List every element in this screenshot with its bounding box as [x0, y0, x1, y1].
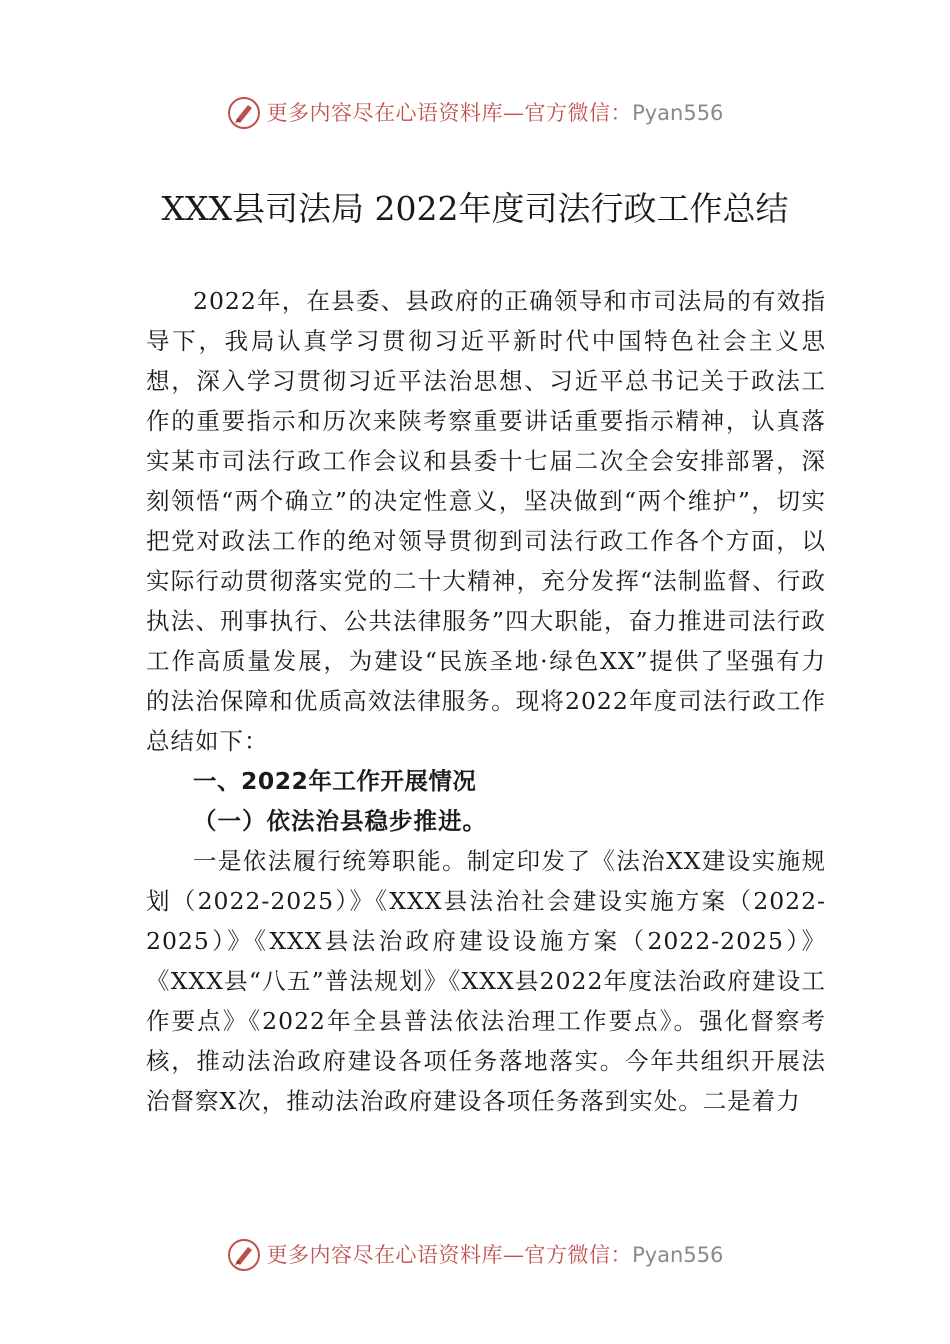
document-body: [146, 281, 826, 1121]
watermark-id: Pyan556: [632, 1243, 724, 1267]
section-heading: 一、2022年工作开展情况: [193, 767, 477, 795]
watermark-header: [0, 96, 950, 130]
logo-icon: [227, 1238, 261, 1272]
logo-icon: [227, 96, 261, 130]
document-title: XXX县司法局 2022年度司法行政工作总结: [161, 189, 789, 228]
watermark-id: Pyan556: [632, 101, 724, 125]
watermark-footer: [0, 1238, 950, 1272]
intro-paragraph: 2022年，在县委、县政府的正确领导和市司法局的有效指导下，我局认真学习贯彻习近平新时代中国特色社会主义思想，深入学习贯彻习近平法治思想、习近平总书记关于政法工作的重要指示和历次来陕考察重要讲话重要指示精神，认真落实某市司法行政工作会议和县委十七届二次全会安排部署，深刻领悟“两个确立”的决定性意义，坚决做到“两个维护”，切实把党对政法工作的绝对领导贯彻到司法行政工作各个方面，以实际行动贯彻落实党的二十大精神，充分发挥“法制监督、行政执法、刑事执行、公共法律服务”四大职能，奋力推进司法行政工作高质量发展，为建设“民族圣地·绿色XX”提供了坚强有力的法治保障和优质高效法律服务。现将2022年度司法行政工作总结如下：: [146, 287, 826, 755]
subsection-heading: （一）依法治县稳步推进。: [193, 807, 487, 835]
watermark-text: 更多内容尽在心语资料库—官方微信：: [266, 101, 633, 125]
watermark-text: 更多内容尽在心语资料库—官方微信：: [266, 1243, 633, 1267]
body-paragraph: 一是依法履行统筹职能。制定印发了《法治XX建设实施规划（2022-2025）》《XXX县法治社会建设实施方案（2022-2025）》《XXX县法治政府建设设施方案（2022-2025）》《XXX县“八五”普法规划》《XXX县2022年度法治政府建设工作要点》《2022年全县普法依法治理工作要点》。强化督察考核，推动法治政府建设各项任务落地落实。今年共组织开展法治督察X次，推动法治政府建设各项任务落到实处。二是着力: [146, 847, 826, 1115]
